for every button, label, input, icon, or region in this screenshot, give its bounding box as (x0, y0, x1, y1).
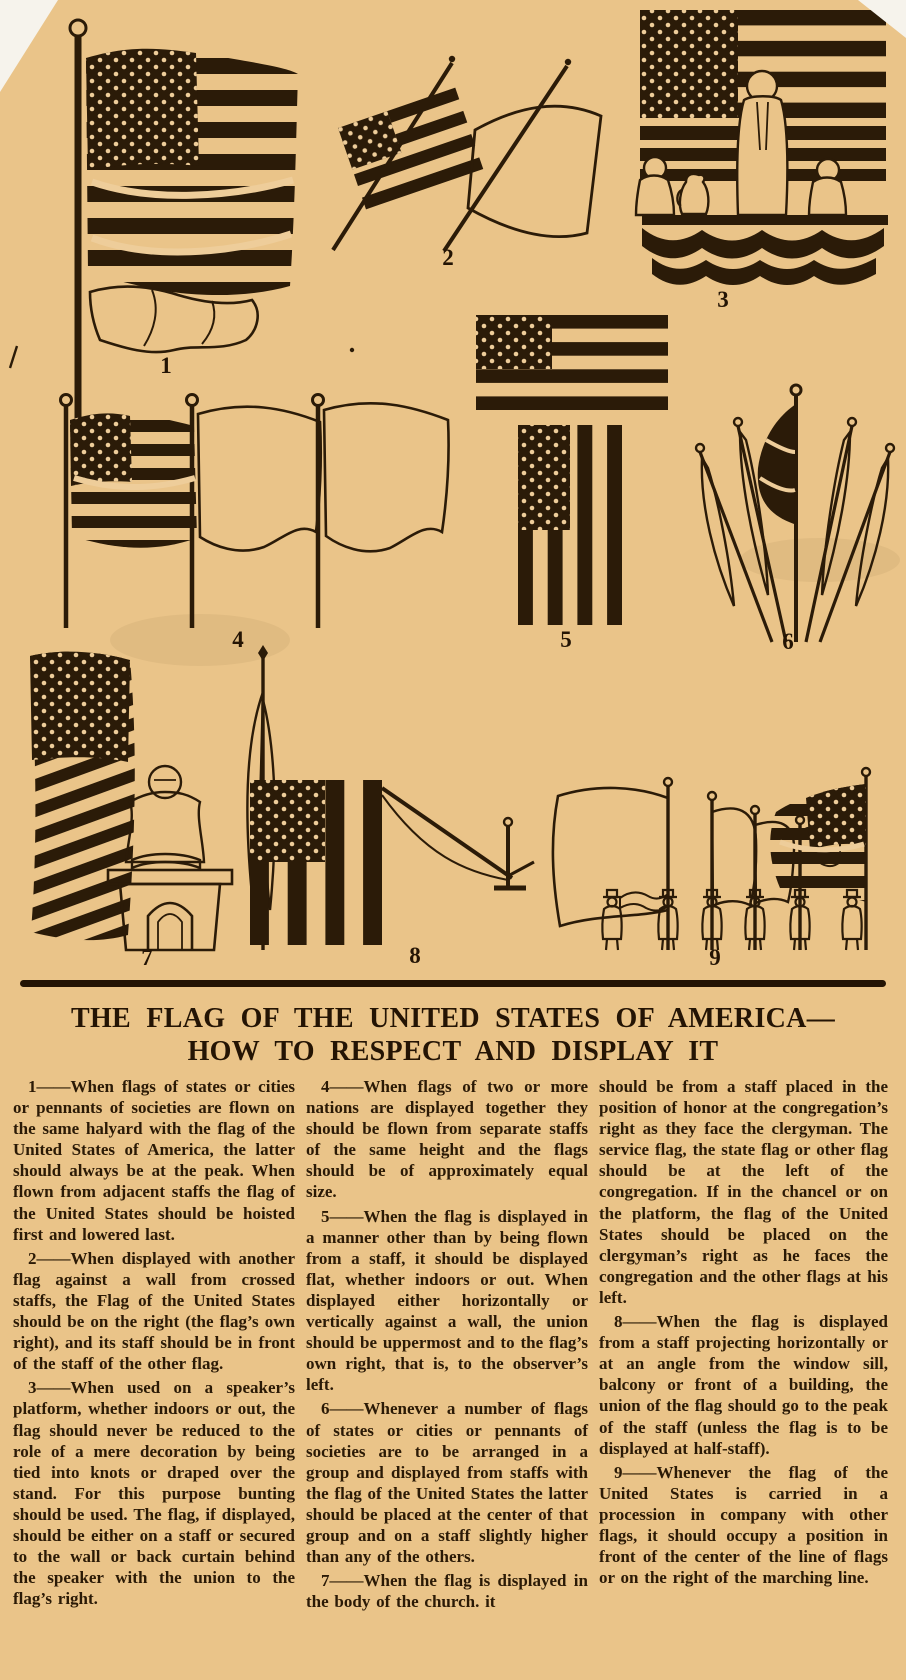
rule-8-paragraph: 8——When the flag is displayed from a staff projecting horizontally or at an angle from the window sill, balcony or front of a building, the union of the flag should go to the peak of the staff (unless the flag is to be displayed at half-staff). (599, 1312, 888, 1458)
column-3 (599, 1076, 888, 1680)
figure-5-label: 5 (560, 627, 572, 652)
paper-showthrough (110, 538, 900, 1000)
figure-8-label: 8 (409, 943, 421, 968)
figure-6-label: 6 (782, 629, 794, 654)
figure-3-label: 3 (717, 287, 729, 312)
figure-2-label: 2 (442, 245, 454, 270)
column-2 (306, 1076, 588, 1680)
rule-9-paragraph: 9——Whenever the flag of the United States is carried in a procession in company with other flags, it should occupy a position in front of the center of the line of flags or on the right of the marching line. (599, 1462, 888, 1588)
rule-4-paragraph: 4——When flags of two or more nations are displayed together they should be flown from separate staffs of the same height and the flags should be of approximately equal size. (306, 1077, 588, 1202)
rule-3-paragraph: 3——When used on a speaker’s platform, whether indoors or out, the flag should never be reduced to the role of a mere decoration by being tied into knots or draped over the stand. For this purpose bunting should be used. The flag, if displayed, should be either on a staff or secured to the wall or back curtain behind the speaker with the union to the flag’s right. (13, 1378, 295, 1609)
other-flag-staff (444, 66, 567, 251)
plain-flag (468, 106, 601, 237)
figure-4-adjacent-staffs (61, 395, 449, 629)
headline-line-2: HOW TO RESPECT AND DISPLAY IT (187, 1036, 719, 1067)
rule-2-paragraph: 2——When displayed with another flag against a wall from crossed staffs, the Flag of the United States should be on the right (the flag’s own right), and its staff should be in front of the staff of the other flag. (13, 1248, 295, 1374)
pole-finial (70, 20, 86, 36)
us-flag (338, 88, 483, 210)
halyard (382, 795, 508, 880)
us-flag-furled (758, 404, 796, 524)
figure-7-label: 7 (141, 945, 153, 970)
figure-2-crossed-flags (333, 56, 601, 251)
figure-9-label: 9 (709, 945, 721, 970)
clergyman (126, 766, 204, 868)
platform-edge (642, 215, 888, 225)
figure-6-group-of-flags (696, 385, 894, 642)
headline-line-1: THE FLAG OF THE UNITED STATES OF AMERICA— (70, 1003, 835, 1034)
plain-flag (198, 407, 321, 551)
projecting-staff (382, 788, 512, 878)
marchers (602, 890, 861, 950)
figure-1-label: 1 (160, 353, 172, 378)
white-pennant (90, 287, 258, 353)
bunting-upper (642, 228, 884, 259)
divider-rule (20, 980, 886, 987)
figure-7-church (30, 645, 275, 950)
figure-4-label: 4 (232, 627, 244, 652)
column-1 (13, 1076, 295, 1680)
figure-9-procession (553, 768, 870, 950)
rule-6-paragraph: 6——Whenever a number of flags of states or cities or pennants of societies are to be arranged in a group and displayed from staffs with the flag of the United States the latter should be placed at the center of that group and on a staff slightly higher than any of the others. (306, 1399, 588, 1567)
article-body (13, 1076, 895, 1680)
figure-8-projecting-staff (250, 780, 534, 945)
rule-7-paragraph-start: 7——When the flag is displayed in the body of the church. it (306, 1571, 588, 1612)
vertical-flat-flag (518, 425, 622, 625)
figure-3-speakers-platform (636, 10, 888, 285)
figure-5-flag-flat (476, 315, 668, 625)
figure-1-flag-and-pennant (70, 20, 298, 425)
article-headline (43, 1002, 863, 1068)
bunting-lower (652, 258, 876, 285)
horizontal-flat-flag (476, 315, 668, 410)
rule-7-paragraph-continued: should be from a staff placed in the position of honor at the congregation’s right as they face the clergyman. The service flag, the state flag or other flag should be at the left of the congregation. If in the chancel or on the platform, the flag of the United States should be placed on the clergyman’s right as he faces the congregation and the other flags at his left. (599, 1077, 888, 1307)
plain-flag (324, 403, 449, 551)
rule-1-paragraph: 1——When flags of states or cities or pennants of societies are flown on the same halyard with the flag of the United States of America, the latter should always be at the peak. When flown from adjacent staffs the flag of the United States should be hoisted first and lowered last. (13, 1077, 295, 1244)
rule-5-paragraph: 5——When the flag is displayed in a manner other than by being flown from a staff, it should be displayed flat, whether indoors or out. When displayed either horizontally or vertically against a wall, the union should be uppermost and to the flag’s own right, that is, to the observer’s left. (306, 1206, 588, 1395)
